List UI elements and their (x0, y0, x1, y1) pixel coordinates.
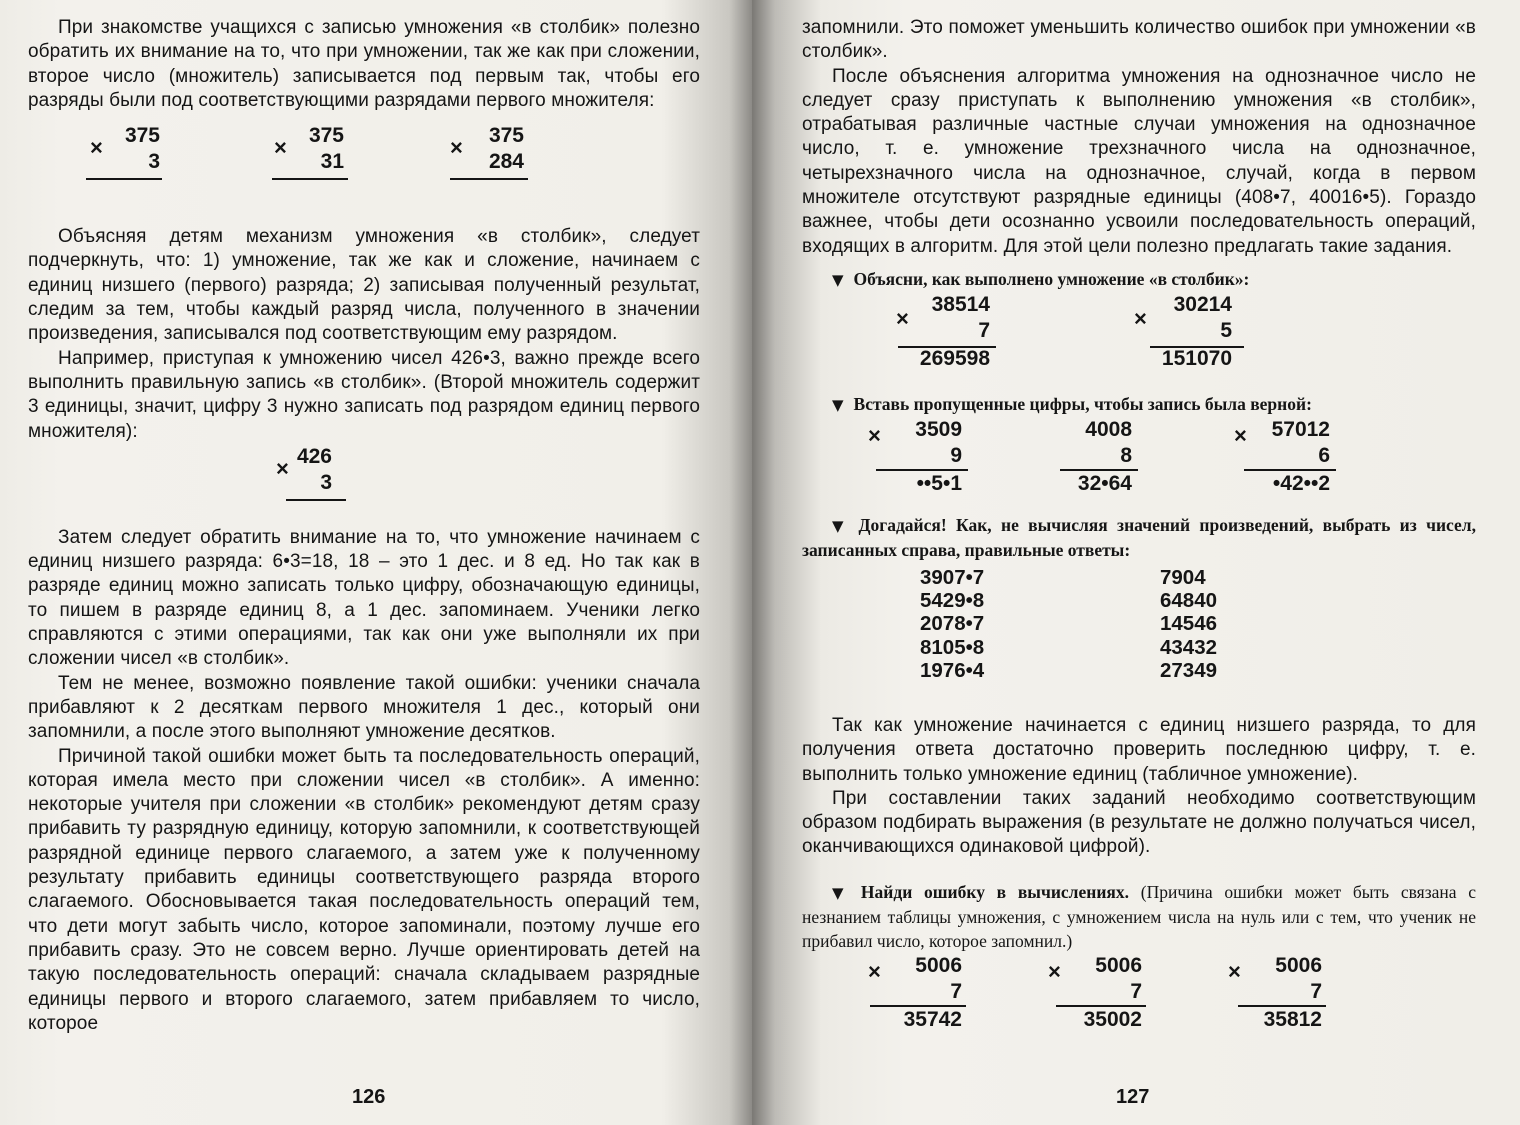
result-line (286, 499, 346, 501)
task-heading: ▼ Догадайся! Как, не вычисляя значений произведений, выбрать из чисел, записанных справа, правильные ответы: (802, 514, 1476, 560)
result-line (272, 178, 348, 180)
left-text-column (28, 16, 700, 1036)
multiplicand: 38514 (931, 292, 990, 316)
paragraph: Причиной такой ошибки может быть та последовательность операций, которая имела место при сложении чисел «в столбик». А именно: некоторые учителя при сложении «в столбик» рекомендуют детям сразу прибавить ту разрядную единицу, которую запомнили, к соответствующей разрядной единице первого слагаемого, а затем уже к полученному результату прибавить единицы соответствующего разряда второго слагаемого. Обосновывается такая последовательность операций тем, что дети могут забыть число, которое запоминали, поэтому лучше его прибавить сразу. Это не совсем верно. Лучше ориентировать детей на такую последовательность операций: сначала складываем разрядные единицы первого и второго слагаемого, затем прибавляем то число, которое (28, 745, 700, 1034)
column-multiplication (1048, 953, 1142, 1033)
expression: 1976•4 (920, 658, 985, 682)
multiply-sign: × (1234, 422, 1247, 448)
multiply-sign: × (276, 455, 289, 481)
result-line (86, 178, 162, 180)
multiplication-examples-row (802, 953, 1476, 1043)
multiply-sign: × (868, 958, 881, 984)
multiplier: 31 (320, 150, 344, 174)
result-line (1150, 346, 1244, 348)
right-text-column (802, 16, 1476, 1043)
task-heading: ▼ Вставь пропущенные цифры, чтобы запись была верной: (832, 393, 1312, 414)
multiply-sign: × (274, 135, 287, 161)
paragraph: После объяснения алгоритма умножения на однозначное число не следует сразу приступать к выполнению умножения «в столбик», отрабатывая различные частные случаи умножения на однозначное число, т. е. умножение трехзначного числа на однозначное, четырехзначного числа на однозначное, случай, когда в первом множителе отсутствуют разрядные единицы (408•7, 40016•5). Гораздо важнее, чтобы дети осознанно усвоили последовательность операций, входящих в алгоритм. Для этой цели полезно предлагать такие задания. (802, 65, 1476, 257)
multiplicand: 4008 (1085, 417, 1132, 441)
multiply-sign: × (1048, 958, 1061, 984)
answers-list (1160, 566, 1217, 682)
answer: 64840 (1160, 589, 1218, 613)
column-multiplication (868, 417, 964, 497)
product: 35002 (1083, 1007, 1142, 1031)
multiplicand: 5006 (1095, 953, 1142, 977)
column-multiplication (1234, 417, 1334, 497)
multiplier: 5 (1220, 318, 1232, 342)
column-multiplication (90, 123, 160, 179)
multiplication-examples-row (802, 417, 1476, 513)
paragraph: Объясняя детям механизм умножения «в столбик», следует подчеркнуть, что: 1) умножение, так же как и сложение, начинаем с единиц низшего (первого) разряда; 2) записывая полученный результат, следим за тем, чтобы каждый разряд числа, полученного в значении произведения, записывался под соответствующим ему разрядом. (28, 226, 700, 345)
paragraph: При составлении таких заданий необходимо соответствующим образом подбирать выражения (в результате не должно получаться чисел, оканчивающихся одинаковой цифрой). (802, 787, 1476, 858)
answer: 27349 (1160, 658, 1218, 682)
paragraph: Тем не менее, возможно появление такой ошибки: ученики сначала прибавляют к 2 десяткам первого множителя 1 дес., который они запомнили, а после этого выполняют умножение десятков. (28, 672, 700, 743)
multiplication-example (28, 444, 700, 526)
paragraph: запомнили. Это поможет уменьшить количество ошибок при умножении «в столбик». (802, 17, 1476, 63)
multiplicand: 30214 (1173, 292, 1232, 316)
product: •42••2 (1272, 471, 1330, 495)
column-multiplication (1134, 292, 1244, 376)
triangle-marker-icon: ▼ (832, 883, 851, 902)
paragraph: При знакомстве учащихся с записью умножения «в столбик» полезно обратить их внимание на то, что при умножении, так же как при сложении, второе число (множитель) записывается под первым так, чтобы его разряды были под соответствующими разрядами первого множителя: (28, 17, 700, 111)
multiply-sign: × (450, 135, 463, 161)
result-line (1056, 1005, 1146, 1007)
multiply-sign: × (896, 305, 909, 331)
result-line (1238, 1005, 1326, 1007)
multiplier: 9 (950, 443, 962, 467)
multiplier: 3 (320, 470, 332, 494)
column-multiplication (276, 444, 346, 504)
multiplier: 284 (488, 150, 524, 174)
multiplier: 7 (950, 979, 962, 1003)
guess-answers-block (802, 562, 1476, 708)
paragraph: Затем следует обратить внимание на то, что умножение начинаем с единиц низшего разряда: 6•3=18, 18 – это 1 дес. и 8 ед. Но так как в разряде единиц можно записать только цифру, обозначающую единицы, то пишем в разряде единиц 8, а 1 дес. запоминаем. Ученики легко справляются с этими операциями, так как они уже выполняли их при сложении чисел «в столбик». (28, 526, 700, 670)
product: 35812 (1263, 1007, 1322, 1031)
product: 151070 (1161, 346, 1232, 370)
result-line (876, 469, 968, 471)
multiplicand: 375 (124, 124, 160, 148)
task-heading: ▼ Найди ошибку в вычислениях. (Причина ошибки может быть связана с незнанием таблицы умножения, с умножением числа на нуль или с тем, что ученик не прибавил число, которое запомнил.) (802, 881, 1477, 951)
product: 32•64 (1077, 471, 1132, 495)
page-number: 127 (1116, 1086, 1150, 1108)
page-126 (0, 0, 752, 1125)
product: ••5•1 (916, 471, 962, 495)
expression: 5429•8 (920, 589, 985, 613)
triangle-marker-icon: ▼ (832, 516, 849, 535)
multiplicand: 426 (296, 444, 332, 468)
result-line (898, 346, 996, 348)
expression: 2078•7 (920, 612, 985, 636)
column-multiplication (450, 123, 522, 179)
triangle-marker-icon: ▼ (832, 395, 844, 414)
multiplier: 7 (1130, 979, 1142, 1003)
multiplier: 6 (1318, 443, 1330, 467)
column-multiplication (868, 953, 962, 1033)
result-line (1244, 469, 1336, 471)
paragraph: Так как умножение начинается с единиц низшего разряда, то для получения ответа достаточно проверить последнюю цифру, т. е. выполнить только умножение единиц (табличное умножение). (802, 714, 1476, 785)
multiply-sign: × (90, 135, 103, 161)
multiplier: 3 (148, 150, 160, 174)
multiply-sign: × (868, 422, 881, 448)
result-line (1060, 469, 1138, 471)
expressions-list (920, 566, 984, 682)
multiply-sign: × (1228, 958, 1241, 984)
product: 35742 (903, 1007, 962, 1031)
column-multiplication (1058, 417, 1142, 497)
multiplicand: 5006 (915, 953, 962, 977)
column-multiplication (896, 292, 992, 376)
multiplicand: 5006 (1275, 953, 1322, 977)
multiply-sign: × (1134, 305, 1147, 331)
answer: 14546 (1160, 612, 1218, 636)
result-line (870, 1005, 966, 1007)
page-number: 126 (352, 1086, 386, 1108)
multiplicand: 57012 (1271, 417, 1330, 441)
expression: 8105•8 (920, 635, 985, 659)
column-multiplication (274, 123, 346, 179)
triangle-marker-icon: ▼ (832, 270, 844, 289)
column-multiplication (1228, 953, 1322, 1033)
multiplier: 7 (978, 318, 990, 342)
multiplication-examples-row (28, 113, 700, 225)
paragraph: Например, приступая к умножению чисел 426•3, важно прежде всего выполнить правильную запись «в столбик». (Второй множитель содержит 3 единицы, значит, цифру 3 нужно записать под разрядом единиц первого множителя): (28, 347, 700, 442)
result-line (450, 178, 528, 180)
multiplicand: 3509 (915, 417, 962, 441)
answer: 43432 (1160, 635, 1218, 659)
product: 269598 (919, 346, 990, 370)
task-heading: ▼ Объясни, как выполнено умножение «в столбик»: (832, 268, 1250, 289)
expression: 3907•7 (920, 565, 985, 589)
multiplicand: 375 (488, 124, 524, 148)
answer: 7904 (1160, 565, 1206, 589)
multiplier: 8 (1120, 443, 1132, 467)
multiplier: 7 (1310, 979, 1322, 1003)
multiplication-examples-row (802, 292, 1476, 392)
multiplicand: 375 (308, 124, 344, 148)
page-127 (752, 0, 1520, 1125)
